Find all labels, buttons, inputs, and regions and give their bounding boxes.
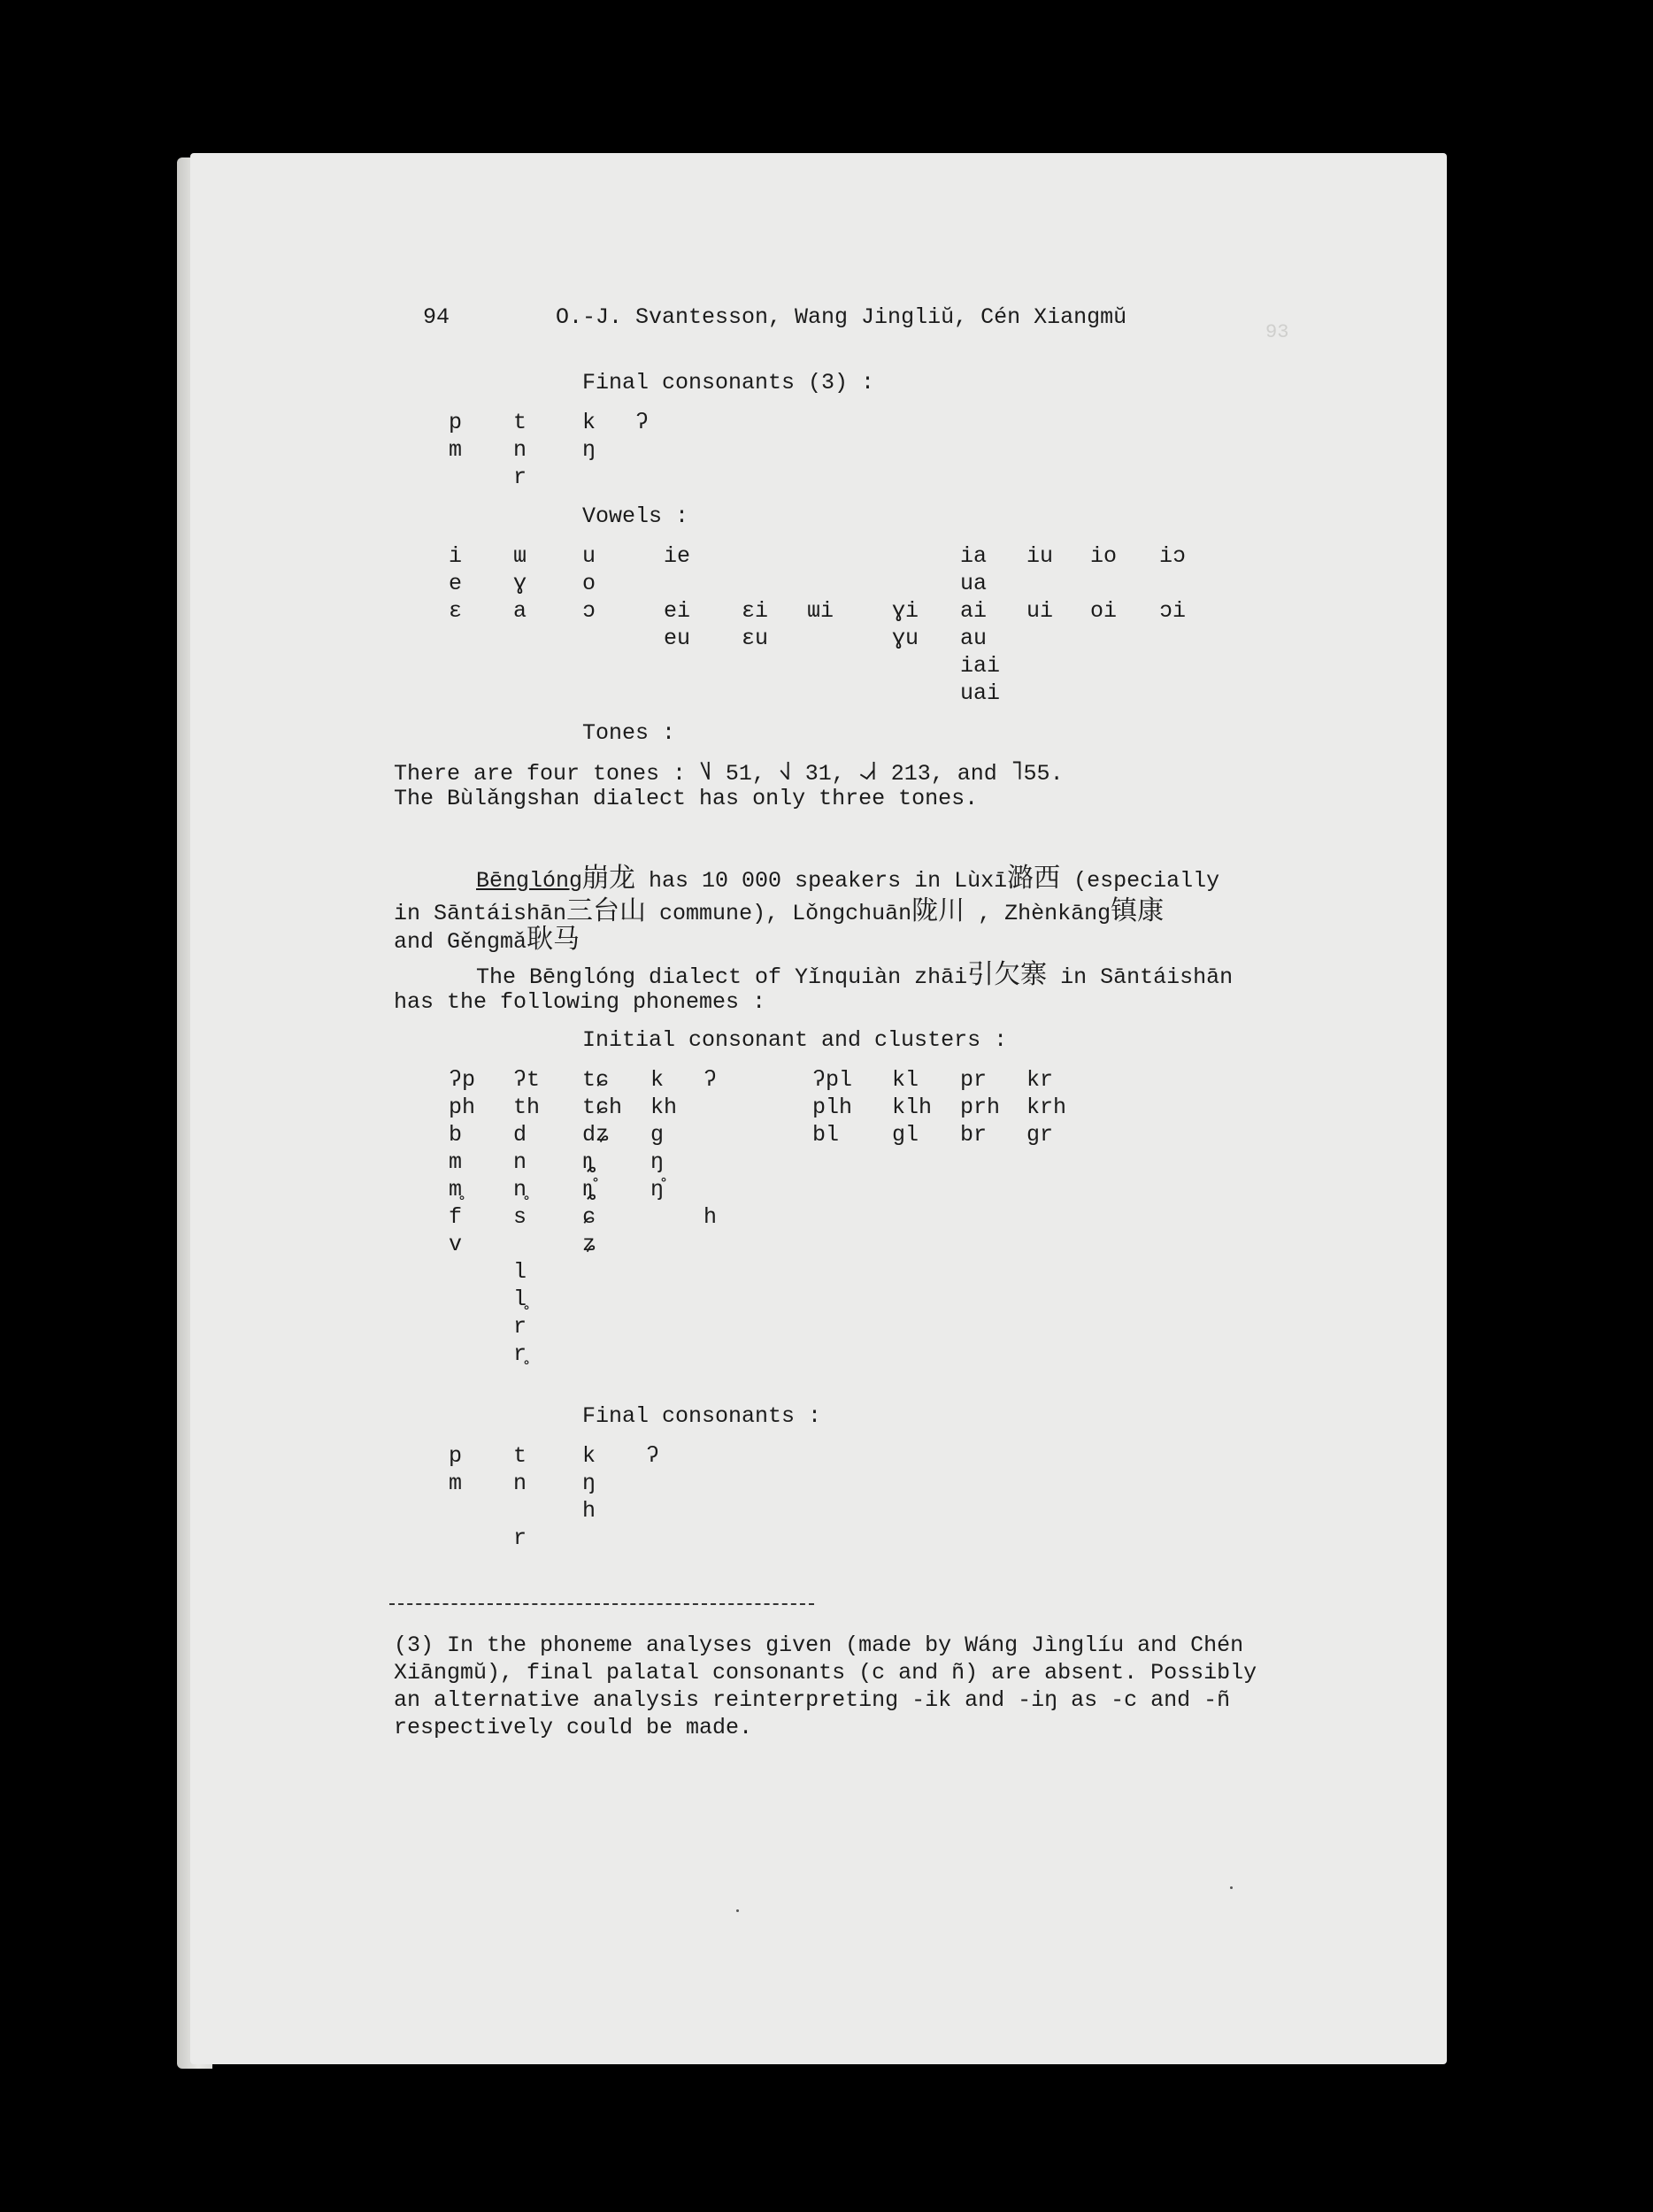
- initial-consonant-cell: klh: [892, 1094, 933, 1120]
- vowel-cell: ɯi: [807, 598, 834, 624]
- initial-consonant-cell: n: [513, 1149, 527, 1175]
- benglong-final-cell: h: [582, 1498, 596, 1524]
- initial-consonant-cell: kl: [892, 1067, 919, 1093]
- tone-and: and: [957, 761, 1011, 787]
- tones-prefix: There are four tones :: [394, 761, 700, 787]
- yinquian-latin: The Bēnglóng dialect of Yǐnquiàn zhāi: [476, 964, 968, 990]
- footnote-line-1: (3) In the phoneme analyses given (made by Wáng Jìnglíu and Chén: [394, 1632, 1244, 1658]
- vowel-cell: ɛ: [449, 598, 463, 624]
- vowel-cell: ie: [664, 543, 691, 569]
- initial-consonant-cell: h: [703, 1204, 718, 1230]
- vowel-cell: ɣ: [513, 571, 527, 596]
- tone-value-4: 55: [1023, 761, 1050, 787]
- bleed-through-text: 93: [1265, 321, 1289, 343]
- benglong-line-3: [394, 926, 580, 956]
- benglong-final-cell: r: [513, 1525, 527, 1551]
- vowel-cell: ia: [960, 543, 988, 569]
- final-consonant-cell: m: [449, 437, 463, 463]
- tone-mark-2: ˧˩: [778, 756, 792, 787]
- benglong-final-cell: ŋ: [582, 1471, 596, 1496]
- initial-consonant-cell: m̥: [449, 1177, 463, 1202]
- vowel-cell: ei: [664, 598, 691, 624]
- tones-heading: Tones :: [582, 720, 676, 746]
- footnote-line-2: Xiāngmŭ), final palatal consonants (c and ñ) are absent. Possibly: [394, 1660, 1257, 1686]
- santaishan-chinese: 三台山: [566, 895, 647, 926]
- initial-consonant-cell: f: [449, 1204, 463, 1230]
- final-consonant-cell: p: [449, 410, 463, 435]
- tone-mark-3: ˨˩˧: [857, 756, 878, 787]
- footnote-line-3: an alternative analysis reinterpreting -ik and -iŋ as -c and -ñ: [394, 1687, 1231, 1713]
- luxi-chinese: 潞西: [1007, 863, 1061, 894]
- initial-consonant-cell: ʑ: [582, 1232, 596, 1257]
- benglong-name: Bēnglóng: [476, 868, 583, 894]
- initial-consonant-cell: kh: [650, 1094, 678, 1120]
- initial-consonant-cell: pr: [960, 1067, 988, 1093]
- benglong-final-cell: p: [449, 1443, 463, 1469]
- tones-sentence: [394, 757, 1064, 787]
- benglong-line-1: [476, 864, 1219, 895]
- initial-consonant-cell: plh: [812, 1094, 853, 1120]
- yinquian-chinese: 引欠寨: [967, 959, 1048, 990]
- tone-period: .: [1049, 761, 1064, 787]
- vowel-cell: i: [449, 543, 463, 569]
- vowel-cell: iai: [960, 653, 1001, 679]
- initial-consonant-cell: m: [449, 1149, 463, 1175]
- initial-consonant-cell: bl: [812, 1122, 840, 1148]
- initial-consonant-cell: n̥: [513, 1177, 527, 1202]
- gengma-chinese: 耿马: [527, 924, 580, 955]
- longchuan-latin: commune), Lǒngchuān: [646, 901, 912, 926]
- tone-value-1: 51: [725, 761, 752, 787]
- benglong-intro-line-2: has the following phonemes :: [394, 989, 766, 1015]
- zhenkang-latin: , Zhènkāng: [965, 901, 1111, 926]
- initial-consonant-cell: ɕ: [582, 1204, 596, 1230]
- benglong-especially: (especially: [1060, 868, 1220, 894]
- final-consonant-cell: ŋ: [582, 437, 596, 463]
- benglong-final-cell: ʔ: [646, 1443, 660, 1469]
- initial-consonant-cell: ʔ: [703, 1067, 718, 1093]
- initial-consonant-cell: ŋ: [650, 1149, 665, 1175]
- initial-consonant-cell: k: [650, 1067, 665, 1093]
- final-consonant-cell: k: [582, 410, 596, 435]
- tone-separator: ,: [930, 761, 957, 787]
- initial-consonant-cell: ʔt: [513, 1067, 541, 1093]
- initial-consonant-cell: v: [449, 1232, 463, 1257]
- longchuan-chinese: 陇川: [911, 895, 965, 926]
- initial-consonant-cell: r̥: [513, 1341, 527, 1367]
- vowel-cell: ai: [960, 598, 988, 624]
- benglong-final-cell: k: [582, 1443, 596, 1469]
- initial-consonant-cell: tɕh: [582, 1094, 623, 1120]
- final-consonant-cell: n: [513, 437, 527, 463]
- tone-mark-1: ˥˩: [699, 756, 712, 787]
- initial-consonant-cell: ȵ̊: [582, 1177, 596, 1202]
- initial-consonant-cell: l̥: [513, 1286, 527, 1312]
- tone-separator: ,: [831, 761, 858, 787]
- initial-consonant-cell: r: [513, 1314, 527, 1340]
- initial-consonant-cell: tɕ: [582, 1067, 610, 1093]
- initial-consonant-cell: ph: [449, 1094, 476, 1120]
- vowel-cell: o: [582, 571, 596, 596]
- footnote-rule: [389, 1603, 814, 1605]
- initial-consonant-cell: ʔpl: [812, 1067, 853, 1093]
- page-number: 94: [423, 304, 450, 330]
- vowel-cell: ɛu: [742, 626, 769, 651]
- initial-consonant-cell: krh: [1026, 1094, 1067, 1120]
- initial-consonant-cell: ŋ̊: [650, 1177, 665, 1202]
- initial-consonant-cell: br: [960, 1122, 988, 1148]
- santaishan-latin: in Sāntáishān: [394, 901, 567, 926]
- vowel-cell: ui: [1026, 598, 1054, 624]
- initial-consonant-cell: l: [513, 1259, 527, 1285]
- benglong-final-cell: m: [449, 1471, 463, 1496]
- final-consonant-cell: t: [513, 410, 527, 435]
- benglong-line-2: [394, 897, 1164, 927]
- benglong-speakers: has 10 000 speakers in Lùxī: [635, 868, 1008, 894]
- vowel-cell: io: [1090, 543, 1118, 569]
- initial-consonant-cell: s: [513, 1204, 527, 1230]
- initial-consonant-cell: d: [513, 1122, 527, 1148]
- initial-consonant-cell: kr: [1026, 1067, 1054, 1093]
- initial-consonant-cell: gl: [892, 1122, 919, 1148]
- initial-consonant-cell: g: [650, 1122, 665, 1148]
- initial-consonant-cell: dʑ: [582, 1122, 610, 1148]
- initial-consonant-cell: gr: [1026, 1122, 1054, 1148]
- page-speck: [736, 1909, 739, 1912]
- running-header-authors: O.-J. Svantesson, Wang Jingliŭ, Cén Xiangmŭ: [556, 304, 1127, 330]
- tone-mark-4: ˥: [1010, 756, 1024, 787]
- final-consonant-cell: r: [513, 465, 527, 490]
- bulangshan-tones-note: The Bùlǎngshan dialect has only three tones.: [394, 786, 979, 811]
- vowel-cell: a: [513, 598, 527, 624]
- benglong-intro-line-1: [476, 961, 1233, 991]
- vowel-cell: iu: [1026, 543, 1054, 569]
- vowel-cell: uai: [960, 680, 1001, 706]
- initial-consonant-cell: ȵ: [582, 1149, 596, 1175]
- tone-separator: ,: [751, 761, 779, 787]
- initial-consonant-cell: th: [513, 1094, 541, 1120]
- vowel-cell: au: [960, 626, 988, 651]
- footnote-line-4: respectively could be made.: [394, 1715, 753, 1740]
- vowel-cell: ɛi: [742, 598, 769, 624]
- vowel-cell: ua: [960, 571, 988, 596]
- page-speck: [1230, 1886, 1233, 1889]
- vowel-cell: ɔ: [582, 598, 596, 624]
- final-consonant-cell: ʔ: [635, 410, 650, 435]
- final-consonants-heading: Final consonants (3) :: [582, 370, 875, 396]
- vowel-cell: eu: [664, 626, 691, 651]
- initials-heading: Initial consonant and clusters :: [582, 1027, 1008, 1053]
- tone-value-2: 31: [804, 761, 832, 787]
- benglong-final-cell: t: [513, 1443, 527, 1469]
- intro-santaishan: in Sāntáishān: [1047, 964, 1234, 990]
- vowel-cell: ɯ: [513, 543, 527, 569]
- initial-consonant-cell: prh: [960, 1094, 1001, 1120]
- vowel-cell: iɔ: [1159, 543, 1187, 569]
- vowel-cell: e: [449, 571, 463, 596]
- gengma-latin: and Gěngmǎ: [394, 929, 527, 955]
- vowel-cell: oi: [1090, 598, 1118, 624]
- vowels-heading: Vowels :: [582, 503, 689, 529]
- vowel-cell: u: [582, 543, 596, 569]
- benglong-final-heading: Final consonants :: [582, 1403, 822, 1429]
- initial-consonant-cell: ʔp: [449, 1067, 476, 1093]
- vowel-cell: ɣi: [892, 598, 919, 624]
- initial-consonant-cell: b: [449, 1122, 463, 1148]
- vowel-cell: ɣu: [892, 626, 919, 651]
- tone-value-3: 213: [890, 761, 931, 787]
- zhenkang-chinese: 镇康: [1111, 895, 1165, 926]
- benglong-chinese: 崩龙: [582, 863, 636, 894]
- benglong-final-cell: n: [513, 1471, 527, 1496]
- vowel-cell: ɔi: [1159, 598, 1187, 624]
